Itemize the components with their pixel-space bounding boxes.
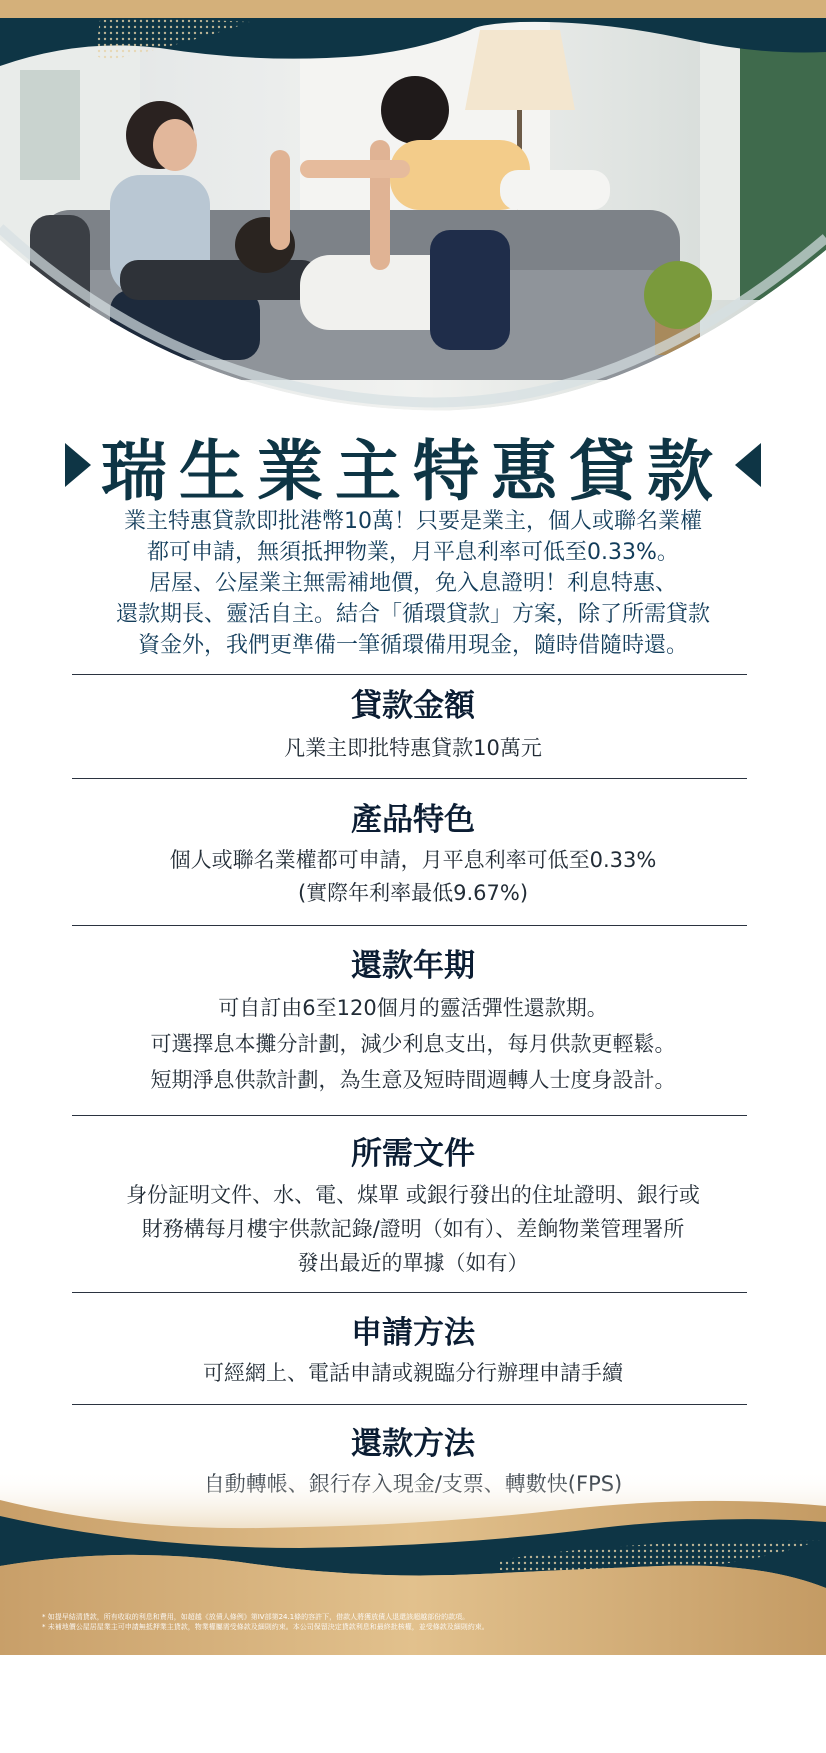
section-line: 可經網上、電話申請或親臨分行辦理申請手續 [203, 1361, 623, 1385]
section-divider [72, 778, 747, 779]
section-heading: 還款年期 [351, 948, 475, 984]
triangle-right-icon [65, 443, 91, 487]
section-loan-amount [60, 686, 766, 765]
hero-banner [0, 0, 826, 420]
section-divider [72, 1292, 747, 1293]
footnotes [42, 1612, 802, 1632]
section-heading: 申請方法 [351, 1315, 475, 1351]
section-heading: 貸款金額 [351, 688, 475, 724]
section-divider [72, 1404, 747, 1405]
intro-line: 還款期長、靈活自主。結合「循環貸款」方案，除了所需貸款 [115, 602, 710, 627]
section-heading: 所需文件 [351, 1136, 475, 1172]
section-heading: 產品特色 [351, 802, 475, 838]
footnote-line: * 未補地價公屋居屋業主可申請無抵押業主貸款，物業權屬需受條款及細則約束。本公司保留決定貸款利息和最終批核權，並受條款及細則約束。 [42, 1623, 489, 1631]
footnote-line: * 如提早結清貸款，所有收取的利息和費用，如超越《放債人條例》第IV部第24.1條的容許下，借款人將獲放債人退還該超越部份的款項。 [42, 1613, 470, 1621]
section-repayment-period [60, 946, 766, 1098]
section-heading: 還款方法 [351, 1426, 475, 1462]
section-line: 短期淨息供款計劃，為生意及短時間週轉人士度身設計。 [150, 1068, 676, 1092]
intro-paragraph [70, 506, 756, 661]
section-line: 可選擇息本攤分計劃，減少利息支出，每月供款更輕鬆。 [150, 1032, 676, 1056]
section-divider [72, 674, 747, 675]
intro-line: 居屋、公屋業主無需補地價，免入息證明！利息特惠、 [148, 571, 677, 596]
section-divider [72, 925, 747, 926]
section-required-documents [60, 1134, 766, 1280]
page-title: 瑞生業主特惠貸款 [101, 432, 725, 510]
section-divider [72, 1115, 747, 1116]
section-line: 個人或聯名業權都可申請，月平息利率可低至0.33% [169, 848, 657, 872]
section-application-method [60, 1313, 766, 1390]
section-line: 發出最近的單據（如有） [297, 1251, 529, 1275]
intro-line: 都可申請，無須抵押物業，月平息利率可低至0.33%。 [147, 540, 679, 565]
section-line: 凡業主即批特惠貸款10萬元 [284, 736, 542, 760]
section-line: 身份証明文件、水、電、煤單 或銀行發出的住址證明、銀行或 [126, 1183, 700, 1207]
intro-line: 業主特惠貸款即批港幣10萬！只要是業主，個人或聯名業權 [124, 509, 702, 534]
triangle-left-icon [735, 443, 761, 487]
section-line: (實際年利率最低9.67%) [297, 881, 529, 905]
section-product-features [60, 800, 766, 910]
family-photo [0, 0, 826, 420]
section-line: 可自訂由6至120個月的靈活彈性還款期。 [218, 996, 608, 1020]
title-row [0, 420, 826, 510]
section-line: 財務構每月樓宇供款記錄/證明（如有）、差餉物業管理署所 [141, 1217, 685, 1241]
intro-line: 資金外，我們更準備一筆循環備用現金，隨時借隨時還。 [137, 633, 688, 658]
